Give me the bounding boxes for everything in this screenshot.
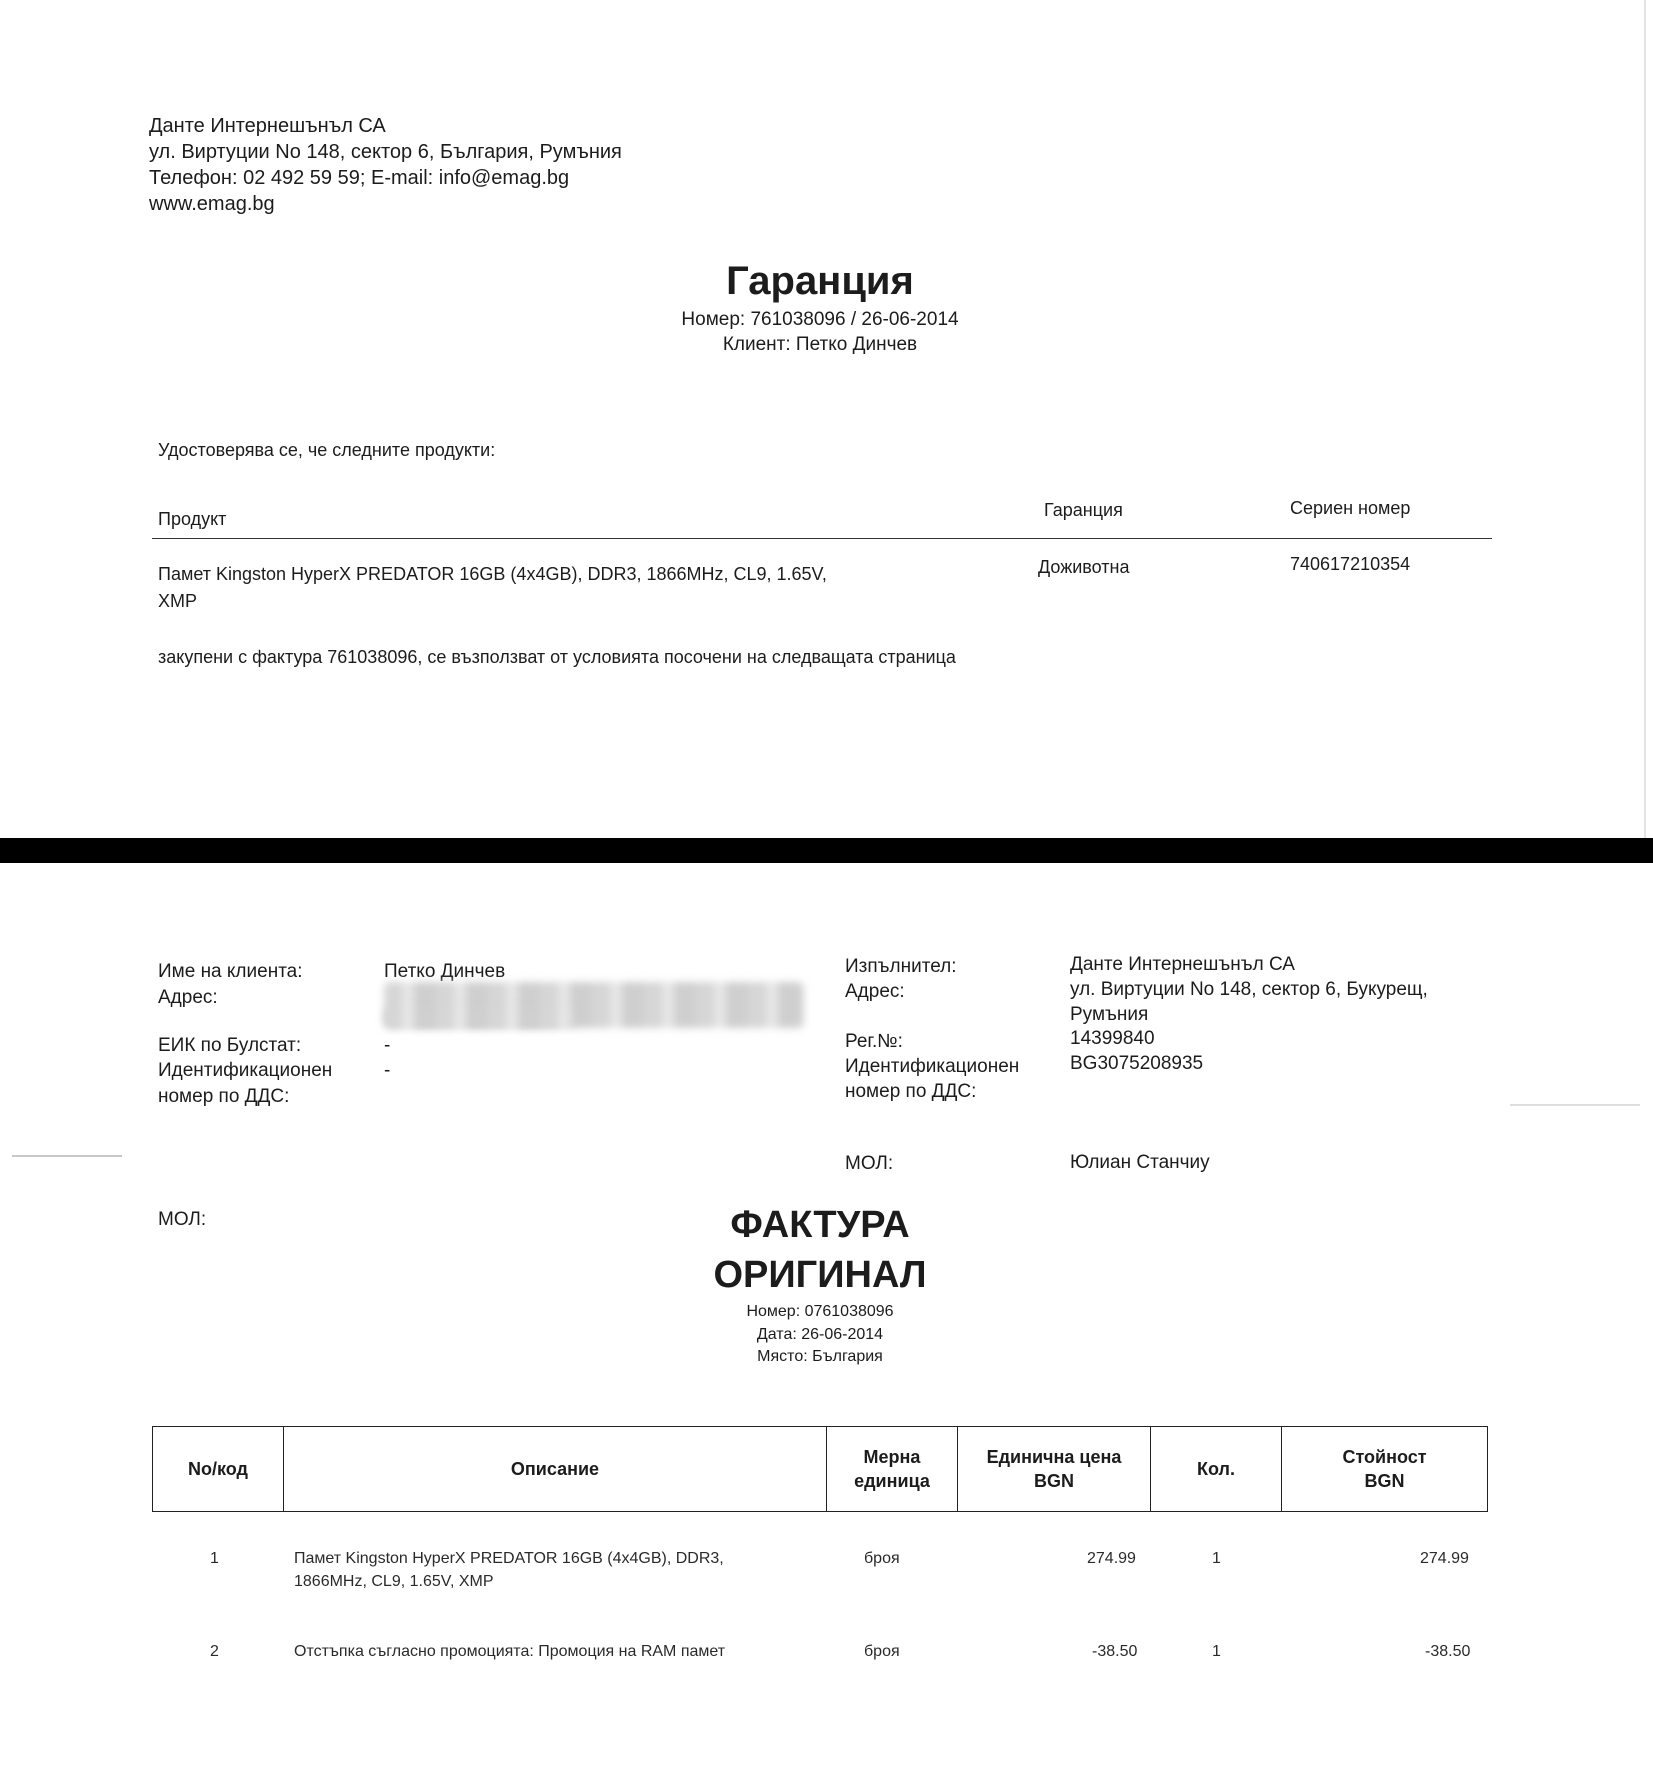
row-unit: броя [864, 1643, 900, 1660]
row-description-line2: 1866MHz, CL9, 1.65V, XMP [294, 1573, 494, 1590]
supplier-vat-value: BG3075208935 [1070, 1053, 1204, 1074]
row-unit: броя [864, 1550, 900, 1567]
invoice-original-label: ОРИГИНАЛ [713, 1254, 927, 1296]
supplier-reg-value: 14399840 [1070, 1028, 1155, 1049]
warranty-footer-text: закупени с фактура 761038096, се възползват от условията посочени на следващата страница [158, 647, 956, 667]
company-name: Данте Интернешънъл СА [149, 115, 386, 137]
row-description-line1: Памет Kingston HyperX PREDATOR 16GB (4x4GB), DDR3, [294, 1550, 724, 1567]
row-total: 274.99 [1420, 1550, 1469, 1567]
header-serial: Сериен номер [1290, 498, 1411, 518]
product-name-line2: XMP [158, 591, 198, 611]
supplier-vat-label-1: Идентификационен [845, 1056, 1020, 1077]
col-total: Стойност BGN [1282, 1427, 1488, 1512]
supplier-address-2: Румъния [1070, 1004, 1149, 1025]
client-address-label: Адрес: [158, 987, 218, 1008]
client-name-label: Име на клиента: [158, 961, 303, 982]
row-total: -38.50 [1425, 1643, 1471, 1660]
client-eik-label: ЕИК по Булстат: [158, 1035, 302, 1056]
header-divider [152, 538, 1492, 539]
company-contact: Телефон: 02 492 59 59; E-mail: info@emag.bg [149, 167, 570, 189]
client-name-value: Петко Динчев [384, 961, 506, 982]
redacted-address-line2 [384, 1008, 574, 1028]
company-header [149, 113, 622, 217]
supplier-reg-label: Рег.№: [845, 1031, 903, 1052]
client-mol-label: МОЛ: [158, 1209, 207, 1230]
invoice-title: ФАКТУРА [730, 1204, 910, 1246]
client-eik-value: - [384, 1035, 391, 1056]
row-code: 1 [210, 1550, 219, 1567]
row-description-line1: Отстъпка съгласно промоцията: Промоция на RAM памет [294, 1643, 726, 1660]
product-name-line1: Памет Kingston HyperX PREDATOR 16GB (4x4GB), DDR3, 1866MHz, CL9, 1.65V, [158, 564, 827, 584]
scan-mark [1510, 1104, 1640, 1106]
invoice-items-table [152, 1426, 1488, 1512]
scan-mark [12, 1155, 122, 1157]
client-vat-value: - [384, 1060, 391, 1081]
company-website: www.emag.bg [149, 193, 275, 215]
page-divider [0, 838, 1653, 863]
product-serial: 740617210354 [1290, 554, 1411, 574]
supplier-vat-label-2: номер по ДДС: [845, 1081, 977, 1102]
invoice-date: Дата: 26-06-2014 [756, 1326, 884, 1343]
product-warranty: Доживотна [1038, 557, 1130, 577]
warranty-number: Номер: 761038096 / 26-06-2014 [681, 309, 959, 330]
supplier-name: Данте Интернешънъл СА [1070, 954, 1295, 975]
supplier-mol-value: Юлиан Станчиу [1070, 1152, 1210, 1173]
warranty-client: Клиент: Петко Динчев [722, 334, 918, 355]
warranty-title: Гаранция [726, 259, 914, 303]
supplier-address-1: ул. Виртуции No 148, сектор 6, Букурещ, [1070, 979, 1428, 1000]
warranty-intro: Удостоверява се, че следните продукти: [158, 440, 496, 460]
row-qty: 1 [1212, 1643, 1221, 1660]
row-unit-price: -38.50 [1092, 1643, 1138, 1660]
row-unit-price: 274.99 [1087, 1550, 1136, 1567]
client-vat-label-2: номер по ДДС: [158, 1086, 290, 1107]
page-edge [1644, 0, 1646, 838]
col-code: No/код [153, 1427, 284, 1512]
col-description: Описание [284, 1427, 827, 1512]
supplier-label: Изпълнител: [845, 956, 957, 977]
header-warranty: Гаранция [1044, 500, 1123, 520]
supplier-address-label: Адрес: [845, 981, 905, 1002]
table-header-row [153, 1427, 1488, 1512]
col-unit-price: Единична цена BGN [958, 1427, 1151, 1512]
company-address: ул. Виртуции No 148, сектор 6, България, Румъния [149, 141, 622, 163]
invoice-number: Номер: 0761038096 [746, 1303, 894, 1320]
row-qty: 1 [1212, 1550, 1221, 1567]
col-unit: Мерна единица [827, 1427, 958, 1512]
row-code: 2 [210, 1643, 219, 1660]
client-vat-label-1: Идентификационен [158, 1060, 333, 1081]
supplier-mol-label: МОЛ: [845, 1153, 894, 1174]
col-qty: Кол. [1151, 1427, 1282, 1512]
warranty-page [0, 0, 1653, 838]
header-product: Продукт [158, 509, 227, 529]
invoice-place: Място: България [757, 1348, 883, 1365]
